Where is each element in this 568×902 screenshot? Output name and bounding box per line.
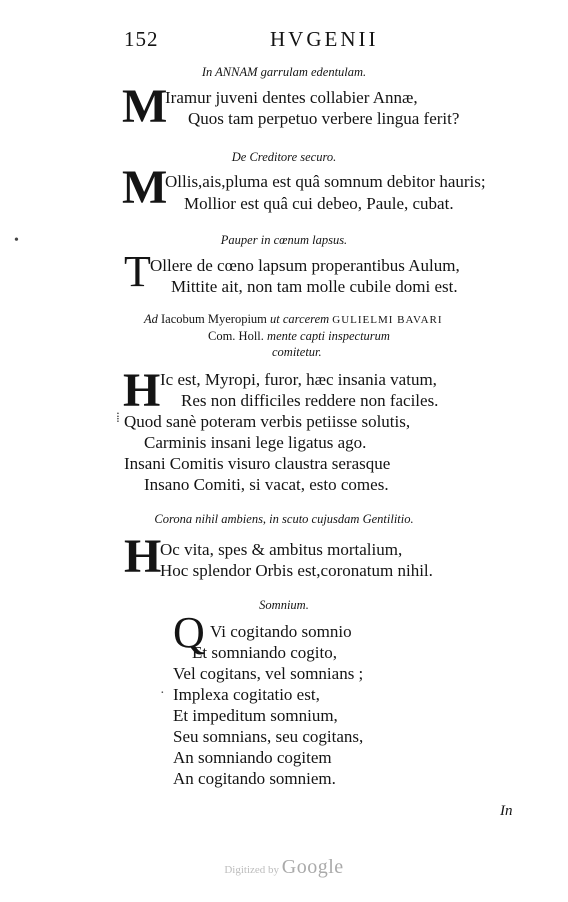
verse-line: Quod sanè poteram verbis petiisse solutis, bbox=[124, 412, 411, 431]
poem-heading: Corona nihil ambiens, in scuto cujusdam Gentilitio. bbox=[154, 512, 414, 526]
verse-line: Ic est, Myropi, furor, hæc insania vatum, bbox=[160, 370, 437, 389]
verse-line: Implexa cogitatio est, bbox=[173, 685, 320, 704]
drop-initial: M bbox=[122, 80, 168, 133]
poem-heading: Somnium. bbox=[259, 598, 309, 612]
margin-mark: • bbox=[14, 233, 19, 248]
verse-line: Insani Comitis visuro claustra serasque bbox=[124, 454, 391, 473]
verse-line: Mollior est quâ cui debeo, Paule, cubat. bbox=[184, 194, 454, 213]
margin-mark: · bbox=[160, 686, 165, 701]
poem-heading: Pauper in cœnum lapsus. bbox=[220, 233, 348, 247]
drop-initial: Q bbox=[173, 608, 205, 657]
verse-line: Seu somnians, seu cogitans, bbox=[173, 727, 364, 746]
running-title: HVGENII bbox=[270, 27, 379, 51]
verse-line: Res non difficiles reddere non faciles. bbox=[181, 391, 439, 410]
verse-line: An somniando cogitem bbox=[173, 748, 332, 767]
verse-line: Hoc splendor Orbis est,coronatum nihil. bbox=[160, 561, 433, 580]
drop-initial: H bbox=[123, 364, 161, 417]
watermark: Digitized by Google bbox=[224, 856, 344, 878]
verse-line: Iramur juveni dentes collabier Annæ, bbox=[165, 88, 418, 107]
margin-mark: ⁞ bbox=[116, 411, 120, 426]
catchword: In bbox=[500, 803, 513, 819]
verse-line: Et impeditum somnium, bbox=[173, 706, 338, 725]
verse-line: Ollere de cœno lapsum properantibus Aulum, bbox=[150, 256, 460, 275]
drop-initial: T bbox=[124, 247, 151, 296]
poem-heading: Ad Iacobum Myeropium ut carcerem GULIELMI BAVARI bbox=[144, 312, 443, 326]
page-number: 152 bbox=[124, 27, 159, 51]
verse-line: Insano Comiti, si vacat, esto comes. bbox=[144, 475, 389, 494]
drop-initial: H bbox=[124, 530, 162, 583]
drop-initial: M bbox=[122, 161, 168, 214]
poem-heading: Com. Holl. mente capti inspecturum bbox=[208, 329, 390, 343]
verse-line: Vel cogitans, vel somnians ; bbox=[173, 664, 364, 683]
poem-heading: De Creditore securo. bbox=[231, 150, 337, 164]
verse-line: Mittite ait, non tam molle cubile domi est. bbox=[171, 277, 458, 296]
poem-heading: In ANNAM garrulam edentulam. bbox=[201, 65, 367, 79]
verse-line: Et somniando cogito, bbox=[192, 643, 337, 662]
verse-line: Carminis insani lege ligatus ago. bbox=[144, 433, 367, 452]
verse-line: Oc vita, spes & ambitus mortalium, bbox=[160, 540, 403, 559]
verse-line: Vi cogitando somnio bbox=[210, 622, 352, 641]
poem-heading: comitetur. bbox=[272, 345, 322, 359]
verse-line: Ollis,ais,pluma est quâ somnum debitor hauris; bbox=[165, 172, 486, 191]
verse-line: An cogitando somniem. bbox=[173, 769, 336, 788]
verse-line: Quos tam perpetuo verbere lingua ferit? bbox=[188, 109, 460, 128]
